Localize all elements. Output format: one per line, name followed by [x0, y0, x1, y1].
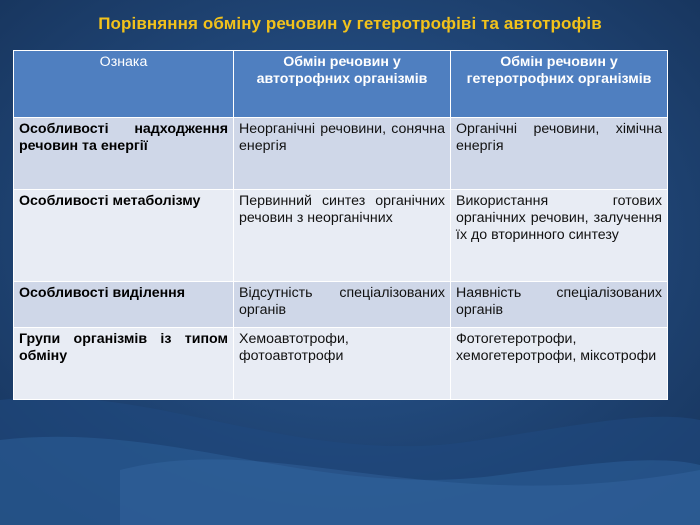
slide-title: Порівняння обміну речовин у гетеротрофіві та автотрофів	[98, 14, 602, 33]
header-heterotroph: Обмін речовин у гетеротрофних організмів	[451, 51, 668, 118]
table-header-row	[14, 51, 668, 118]
feature-cell: Особливості виділення	[14, 282, 234, 328]
header-autotroph: Обмін речовин у автотрофних організмів	[234, 51, 451, 118]
heterotroph-cell: Наявність спеціалізованих органів	[451, 282, 668, 328]
feature-cell: Групи організмів із типом обміну	[14, 328, 234, 400]
heterotroph-cell: Органічні речовини, хімічна енергія	[451, 118, 668, 190]
autotroph-cell: Хемоавтотрофи, фотоавтотрофи	[234, 328, 451, 400]
feature-cell: Особливості надходження речовин та енергії	[14, 118, 234, 190]
autotroph-cell: Відсутність спеціалізованих органів	[234, 282, 451, 328]
autotroph-cell: Первинний синтез органічних речовин з неорганічних	[234, 190, 451, 282]
heterotroph-cell: Фотогетеротрофи, хемогетеротрофи, міксотрофи	[451, 328, 668, 400]
header-feature: Ознака	[14, 51, 234, 118]
autotroph-cell: Неорганічні речовини, сонячна енергія	[234, 118, 451, 190]
heterotroph-cell: Використання готових органічних речовин, залучення їх до вторинного синтезу	[451, 190, 668, 282]
table-row	[14, 118, 668, 190]
table-row	[14, 190, 668, 282]
feature-cell: Особливості метаболізму	[14, 190, 234, 282]
comparison-table	[13, 50, 668, 400]
table-row	[14, 282, 668, 328]
table-row	[14, 328, 668, 400]
